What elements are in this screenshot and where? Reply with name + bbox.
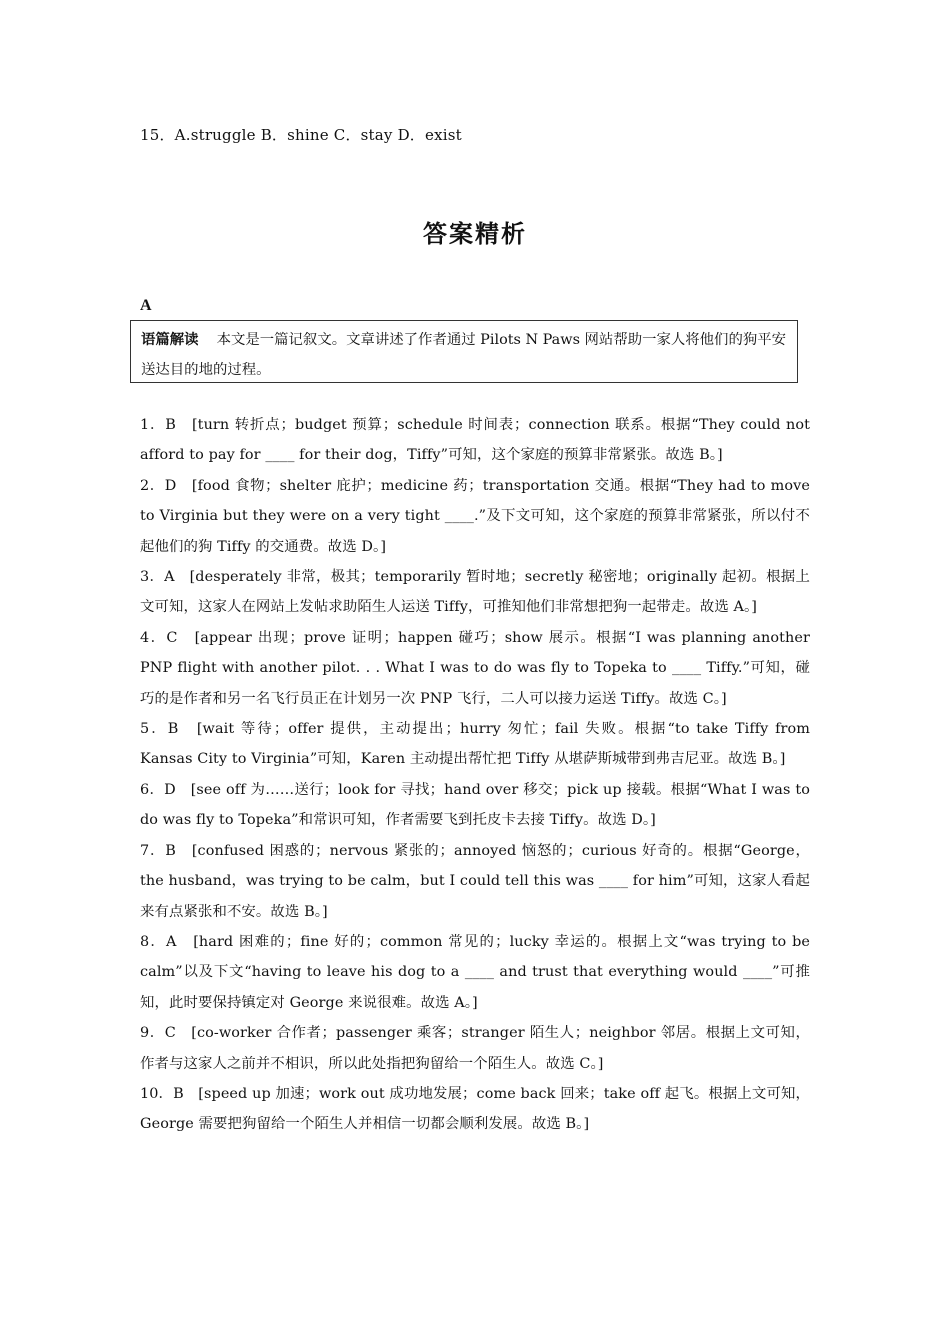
section-label: A xyxy=(140,297,152,314)
summary-text: 本文是一篇记叙文。文章讲述了作者通过 Pilots N Paws 网站帮助一家人将他们的狗平安送达目的地的过程。 xyxy=(141,332,787,378)
answer-item-10: 10．B [speed up 加速；work out 成功地发展；come back 回来；take off 起飞。根据上文可知，George 需要把狗留给一个陌生人并相信一切都会顺利发展。故选 B。] xyxy=(140,1085,810,1133)
question-15-options: 15．A.struggle B．shine C．stay D．exist xyxy=(140,126,462,144)
summary-label: 语篇解读 xyxy=(141,332,199,348)
answer-item-7: 7．B [confused 困惑的；nervous 紧张的；annoyed 恼怒的；curious 好奇的。根据“George，the husband，was trying to be calm，but I could tell this was ____ for him”可知，这家人看起来有点紧张和不安。故选 B。] xyxy=(140,842,810,920)
answer-list xyxy=(140,410,810,1140)
answer-item-5: 5．B [wait 等待；offer 提供，主动提出；hurry 匆忙；fail 失败。根据“to take Tiffy from Kansas City to Virginia”可知，Karen 主动提出帮忙把 Tiffy 从堪萨斯城带到弗吉尼亚。故选 B。] xyxy=(140,721,810,768)
answer-item-6: 6．D [see off 为……送行；look for 寻找；hand over 移交；pick up 接载。根据“What I was to do was fly to Topeka”和常识可知，作者需要飞到托皮卡去接 Tiffy。故选 D。] xyxy=(140,781,810,829)
answer-item-1: 1．B [turn 转折点；budget 预算；schedule 时间表；connection 联系。根据“They could not afford to pay for ____ for their dog，Tiffy”可知，这个家庭的预算非常紧张。故选 B。] xyxy=(140,417,810,464)
answer-item-8: 8．A [hard 困难的；fine 好的；common 常见的；lucky 幸运的。根据上文“was trying to be calm”以及下文“having to leave his dog to a ____ and trust that everything would ____”可推知，此时要保持镇定对 George 来说很难。故选 A。] xyxy=(140,933,810,1011)
answer-item-4: 4．C [appear 出现；prove 证明；happen 碰巧；show 展示。根据“I was planning another PNP flight with another pilot. . . What I was to do was fly to Topeka to ____ Tiffy.”可知，碰巧的是作者和另一名飞行员正在计划另一次 PNP 飞行，二人可以接力运送 Tiffy。故选 C。] xyxy=(140,629,810,707)
answer-item-9: 9．C [co-worker 合作者；passenger 乘客；stranger 陌生人；neighbor 邻居。根据上文可知，作者与这家人之前并不相识，所以此处指把狗留给一个陌生人。故选 C。] xyxy=(140,1025,810,1072)
answer-item-3: 3．A [desperately 非常，极其；temporarily 暂时地；secretly 秘密地；originally 起初。根据上文可知，这家人在网站上发帖求助陌生人运送 Tiffy，可推知他们非常想把狗一起带走。故选 A。] xyxy=(140,569,810,616)
page-title: 答案精析 xyxy=(423,220,527,248)
answer-item-2: 2．D [food 食物；shelter 庇护；medicine 药；transportation 交通。根据“They had to move to Virginia but they were on a very tight ____.”及下文可知，这个家庭的预算非常紧张，所以付不起他们的狗 Tiffy 的交通费。故选 D。] xyxy=(140,477,810,555)
passage-summary-box xyxy=(130,320,798,383)
